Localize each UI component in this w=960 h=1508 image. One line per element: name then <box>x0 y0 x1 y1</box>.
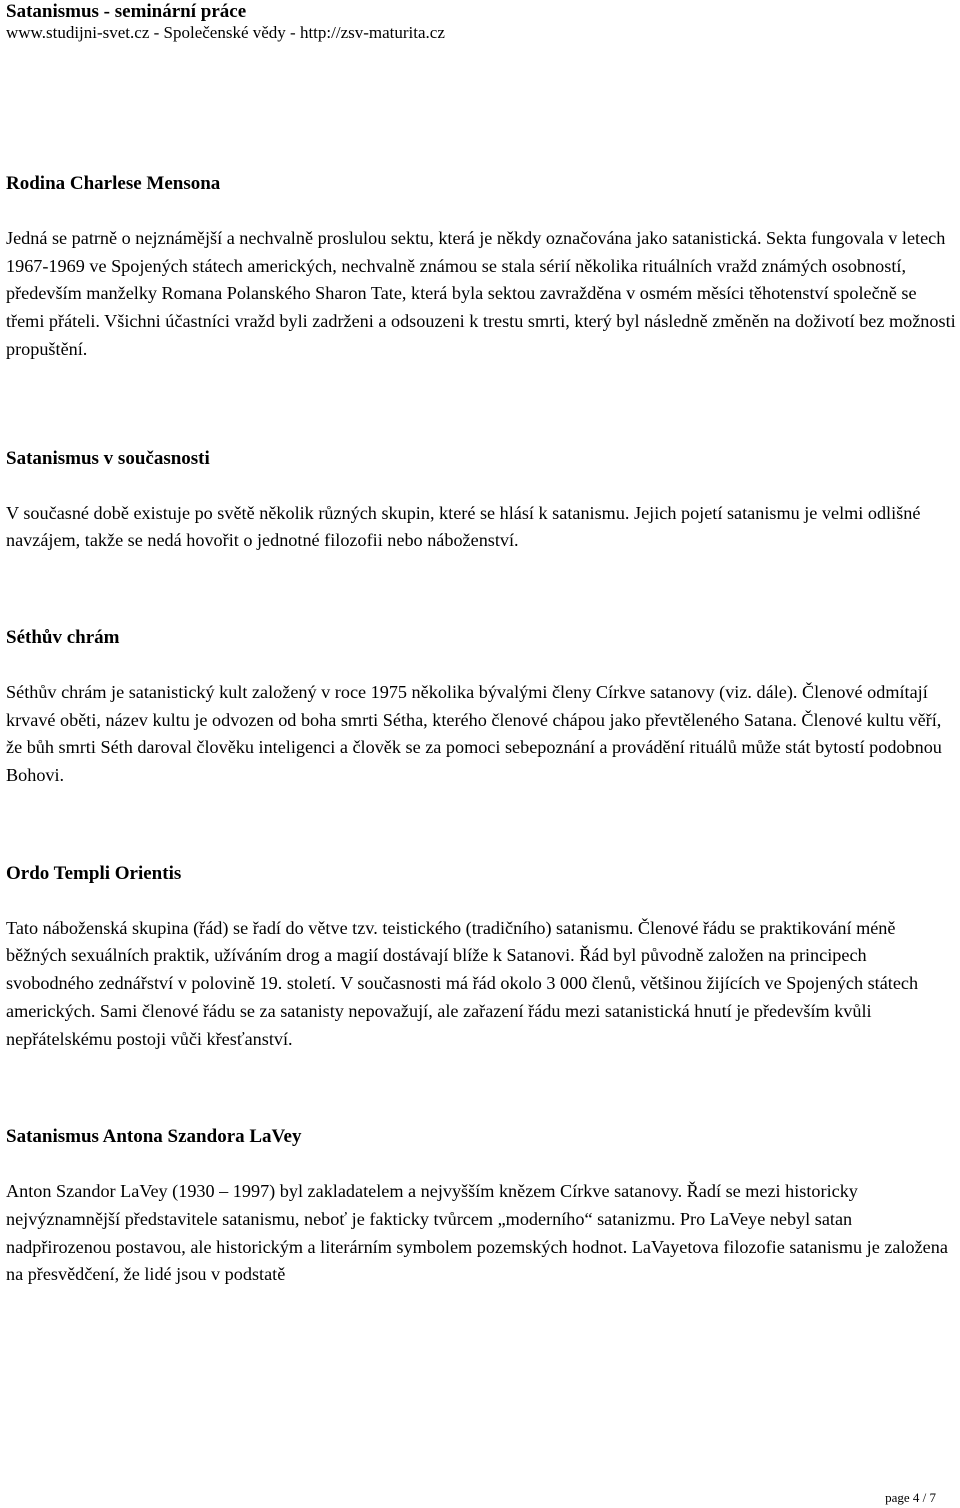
document-body <box>6 170 956 1289</box>
document-title: Satanismus - seminární práce <box>6 1 247 22</box>
section-sethuv-chram <box>6 624 956 790</box>
document-source-line: www.studijni-svet.cz - Společenské vědy - http://zsv-maturita.cz <box>6 23 445 42</box>
section-heading: Rodina Charlese Mensona <box>6 173 221 194</box>
section-heading: Satanismus Antona Szandora LaVey <box>6 1126 302 1148</box>
section-paragraph: Séthův chrám je satanistický kult založený v roce 1975 několika bývalými členy Církve satanovy (viz. dále). Členové odmítají krvavé oběti, název kultu je odvozen od boha smrti Sétha, kterého členové chápou jako převtěleného Satana. Členové kultu věří, že bůh smrti Séth daroval člověku inteligenci a člověk se za pomoci sebepoznání a provádění rituálů může stát bytostí podobnou Bohovi. <box>6 681 942 786</box>
page-number: page 4 / 7 <box>885 1490 936 1505</box>
section-paragraph: Tato náboženská skupina (řád) se řadí do větve tzv. teistického (tradičního) satanismu. Členové řádu se praktikování méně běžných sexuálních praktik, užíváním drog a magií dostávají blíže k Satanovi. Řád byl původně založen na principech svobodného zednářství v polovině 19. století. V současnosti má řád okolo 3 000 členů, většinou žijících ve Spojených státech amerických. Sami členové řádu se za satanisty nepovažují, ale zařazení řádu mezi satanistická hnutí je především kvůli nepřátelskému postoji vůči křesťanství. <box>6 917 919 1049</box>
section-paragraph: Jedná se patrně o nejznámější a nechvalně proslulou sektu, která je někdy označována jako satanistická. Sekta fungovala v letech 1967-1969 ve Spojených státech amerických, nechvalně známou se stala sérií několika rituálních vražd známých osobností, především manželky Romana Polanského Sharon Tate, která byla sektou zavražděna v osmém měsíci těhotenství společně se třemi přáteli. Všichni účastníci vražd byli zadrženi a odsouzeni k trestu smrti, který byl následně změněn na doživotí bez možnosti propuštění. <box>6 228 956 359</box>
page-header <box>6 0 956 44</box>
section-heading: Satanismus v současnosti <box>6 447 210 469</box>
section-paragraph: V současné době existuje po světě několik různých skupin, které se hlásí k satanismu. Jejich pojetí satanismu je velmi odlišné navzájem, takže se nedá hovořit o jednotné filozofii nebo náboženství. <box>6 502 921 551</box>
section-ordo-templi-orientis <box>6 860 956 1054</box>
section-satanismus-antona-szandora-lavey <box>6 1123 956 1289</box>
section-heading: Ordo Templi Orientis <box>6 862 182 884</box>
section-paragraph: Anton Szandor LaVey (1930 – 1997) byl zakladatelem a nejvyšším knězem Církve satanovy. Řadí se mezi historicky nejvýznamnější představitele satanismu, neboť je fakticky tvůrcem „moderního“ satanizmu. Pro LaVeye nebyl satan nadpřirozenou postavou, ale historickým a literárním symbolem pozemských hodnot. LaVayetova filozofie satanismu je založena na přesvědčení, že lidé jsou v podstatě <box>6 1181 948 1285</box>
section-heading: Séthův chrám <box>6 626 120 648</box>
section-satanismus-v-soucasnosti <box>6 445 956 555</box>
section-rodina-charlese-mensona <box>6 170 956 364</box>
